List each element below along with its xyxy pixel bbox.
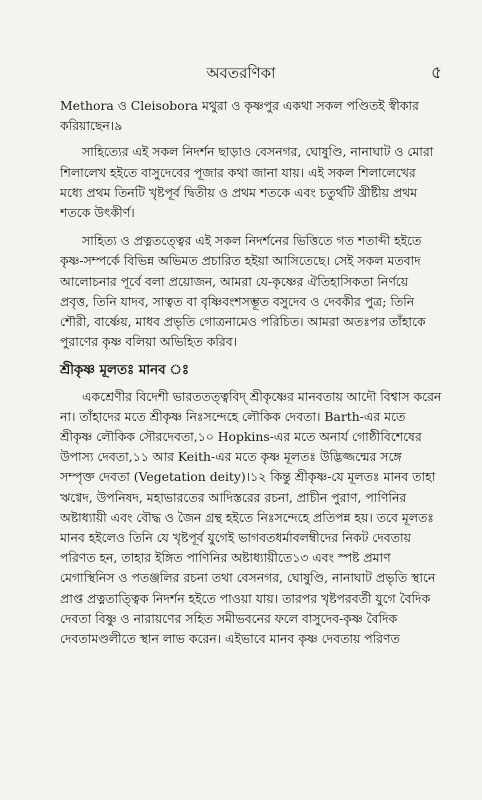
text-line: না। তাঁহাদের মতে শ্রীকৃষ্ণ নিঃসন্দেহে লৌকিক দেবতা। Barth-এর মতে [60,408,406,424]
paragraph-3 [60,231,452,352]
text-line: মানব হইলেও তিনি যে খৃষ্টপূর্ব যুগেই ভাগবতধর্মাবলম্বীদের নিকট দেবতায় [60,530,411,546]
text-line: আলোচনার পূর্বে বলা প্রয়োজন, আমরা যে-কৃষ্ণের ঐতিহাসিকতা নির্ণয়ে [60,273,409,289]
text-line: প্রবৃত্ত, তিনি যাদব, সাত্বত বা বৃষ্ণিবংশসম্ভূত বসুদেব ও দেবকীর পুত্র; তিনি [60,293,415,309]
text-line: শৌরী, বার্ষ্ণেয়, মাধব প্রভৃতি গোত্রনামেও পরিচিত। আমরা অতঃপর তাঁহাকে [60,314,426,330]
text-line: দেবতামণ্ডলীতে স্থান লাভ করেন। এইভাবে মানব কৃষ্ণ দেবতায় পরিণত [60,631,400,647]
page-header [0,62,482,84]
paragraph-2 [60,142,452,223]
text-line: শতকে উৎকীর্ণ। [60,205,135,221]
text-line: ঋগ্বেদ, উপনিষদ, মহাভারতের আদিস্তরের রচনা, প্রাচীন পুরাণ, পাণিনির [60,489,407,505]
text-line: দেবতা বিষ্ণু ও নারায়ণের সহিত সমীভবনের ফলে বাসুদেব-কৃষ্ণ বৈদিক [60,610,398,626]
page-number: ৫ [430,63,442,83]
paragraph-1 [60,96,452,136]
text-line: অষ্টাধ্যায়ী এবং বৌদ্ধ ও জৈন গ্রন্থ হইতে নিঃসন্দেহে প্রতিপন্ন হয়। তবে মূলতঃ [60,509,434,525]
text-line: উপাস্য দেবতা,১১ আর Keith-এর মতে কৃষ্ণ মূলতঃ উদ্ভিজ্জন্মের সঙ্গে [60,449,402,465]
text-line: একশ্রেণীর বিদেশী ভারততত্ত্ববিদ্ শ্রীকৃষ্ণের মানবতায় আদৌ বিশ্বাস করেন [82,388,442,404]
text-line: কৃষ্ণ-সম্পর্কে বিভিন্ন অভিমত প্রচারিত হইয়া আসিতেছে। সেই সকল মতবাদ [60,253,421,269]
text-line: প্রাপ্ত প্রত্নতাত্ত্বিক নিদর্শন হইতে পাওয়া যায়। তারপর খৃষ্টপরবর্তী যুগে বৈদিক [60,590,431,606]
section-paragraph [60,387,452,650]
running-title: অবতরণিকা [206,64,276,82]
text-line: মধ্যে প্রথম তিনটি খৃষ্টপূর্ব দ্বিতীয় ও প্রথম শতকে এবং চতুর্থটি খ্রীষ্টীয় প্রথম [60,184,418,200]
text-line: শিলালেখ হইতে বাসুদেবের পূজার কথা জানা যায়। এই সকল শিলালেখের [60,164,416,180]
text-line: Methora ও Cleisobora মথুরা ও কৃষ্ণপুর একথা সকল পণ্ডিতই স্বীকার [60,98,419,113]
text-line: সাহিত্যের এই সকল নিদর্শন ছাড়াও বেসনগর, ঘোষুণ্ডি, নানাঘাট ও মোরা [82,144,434,160]
text-line: করিয়াছেন।৯ [60,118,123,134]
text-line: সম্পৃক্ত দেবতা (Vegetation deity)।১২ কিন্তু শ্রীকৃষ্ণ-যে মূলতঃ মানব তাহা [60,469,436,485]
text-line: শ্রীকৃষ্ণ লৌকিক সৌরদেবতা,১০ Hopkins-এর মতে অনার্য গোষ্ঠীবিশেষের [60,429,422,445]
text-line: পুরাণের কৃষ্ণ বলিয়া অভিহিত করিব। [60,334,238,350]
text-line: পরিণত হন, তাহার ইঙ্গিত পাণিনির অষ্টাধ্যায়ীতে১৩ এবং স্পষ্ট প্রমাণ [60,550,391,566]
section-heading: শ্রীকৃষ্ণ মূলতঃ মানব ঃ [60,362,190,379]
body-text [60,96,452,655]
text-line: মেগাস্থিনিস ও পতঞ্জলির রচনা তথা বেসনগর, ঘোষুণ্ডি, নানাঘাট প্রভৃতি স্থানে [60,570,436,586]
text-line: সাহিত্য ও প্রত্নতত্ত্বের এই সকল নিদর্শনের ভিত্তিতে গত শতাব্দী হইতে [82,233,422,249]
